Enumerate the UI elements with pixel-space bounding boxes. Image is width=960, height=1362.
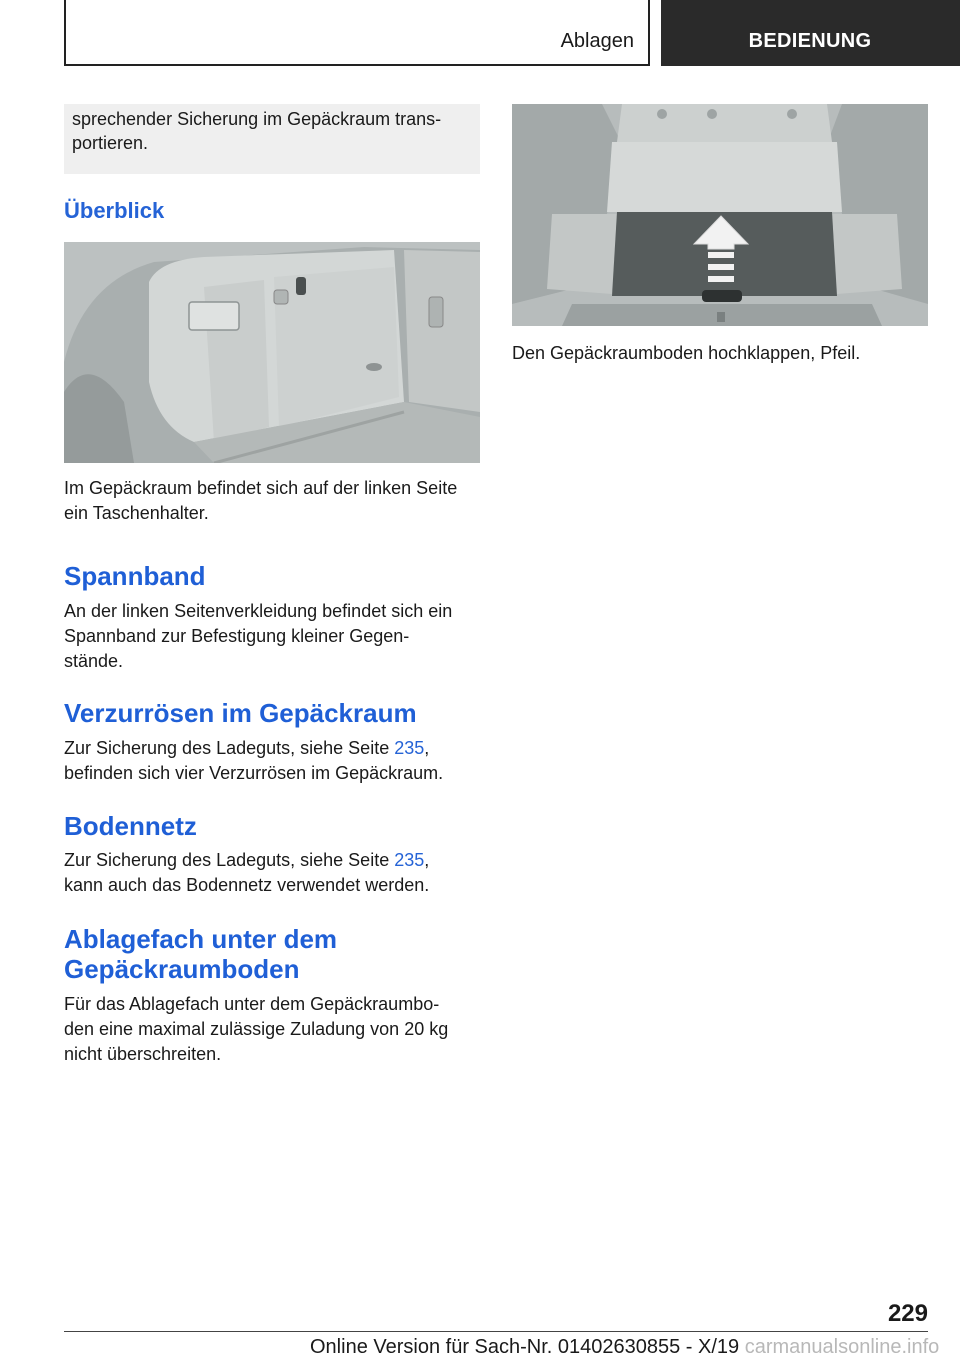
verzurr-page-link[interactable]: 235 <box>394 738 425 758</box>
bodennetz-page-link[interactable]: 235 <box>394 850 425 870</box>
ablagefach-line-2: den eine maximal zulässige Zuladung von 20 kg <box>64 1019 449 1039</box>
ablagefach-heading-line-1: Ablagefach unter dem <box>64 924 338 954</box>
verzurr-text <box>64 736 484 786</box>
floor-caption: Den Gepäckraumboden hochklappen, Pfeil. <box>512 343 861 363</box>
spannband-line-3: stände. <box>64 651 124 671</box>
verzurr-heading: Verzurrösen im Gepäckraum <box>64 698 417 728</box>
ablagefach-heading-line-2: Gepäckraumboden <box>64 954 300 984</box>
spannband-line-2: Spannband zur Befestigung kleiner Gegen- <box>64 626 410 646</box>
page-number: 229 <box>887 1300 928 1327</box>
trunk-floor-image <box>512 104 928 326</box>
overview-text-line-2: ein Taschenhalter. <box>64 503 209 523</box>
ablagefach-heading <box>64 924 337 984</box>
trunk-side-image <box>64 242 480 463</box>
bodennetz-line-1-comma: , <box>424 850 430 870</box>
header-section-title: Ablagen <box>560 30 634 52</box>
spannband-heading: Spannband <box>64 561 206 591</box>
bodennetz-line-1-text: Zur Sicherung des Ladeguts, siehe Seite <box>64 850 395 870</box>
ablagefach-text <box>64 992 484 1067</box>
footer-online-version: Online Version für Sach-Nr. 01402630855 - X/19 <box>310 1336 740 1358</box>
overview-heading: Überblick <box>64 198 165 223</box>
bodennetz-line-2: kann auch das Bodennetz verwendet werden. <box>64 875 430 895</box>
header-left-frame <box>64 0 650 66</box>
overview-text <box>64 476 484 526</box>
continuation-line-2: portieren. <box>72 133 149 153</box>
overview-text-line-1: Im Gepäckraum befindet sich auf der linken Seite <box>64 478 458 498</box>
continuation-line-1: sprechender Sicherung im Gepäckraum trans- <box>72 109 442 129</box>
ablagefach-line-3: nicht überschreiten. <box>64 1044 222 1064</box>
verzurr-line-1-text: Zur Sicherung des Ladeguts, siehe Seite <box>64 738 395 758</box>
bodennetz-line-1 <box>64 848 484 873</box>
spannband-text <box>64 599 484 674</box>
header-chapter-tab[interactable] <box>661 0 960 66</box>
footer-divider <box>64 1331 928 1332</box>
ablagefach-line-1: Für das Ablagefach unter dem Gepäckraumbo- <box>64 994 440 1014</box>
footer-watermark: carmanualsonline.info <box>744 1336 940 1358</box>
bodennetz-heading: Bodennetz <box>64 811 197 841</box>
verzurr-line-2: befinden sich vier Verzurrösen im Gepäckraum. <box>64 763 444 783</box>
bodennetz-text <box>64 848 484 898</box>
header-chapter-title: BEDIENUNG <box>748 30 872 52</box>
footer-text <box>310 1336 939 1359</box>
verzurr-line-1-comma: , <box>424 738 430 758</box>
spannband-line-1: An der linken Seitenverkleidung befindet sich ein <box>64 601 453 621</box>
continuation-note <box>64 104 480 174</box>
verzurr-line-1 <box>64 736 484 761</box>
